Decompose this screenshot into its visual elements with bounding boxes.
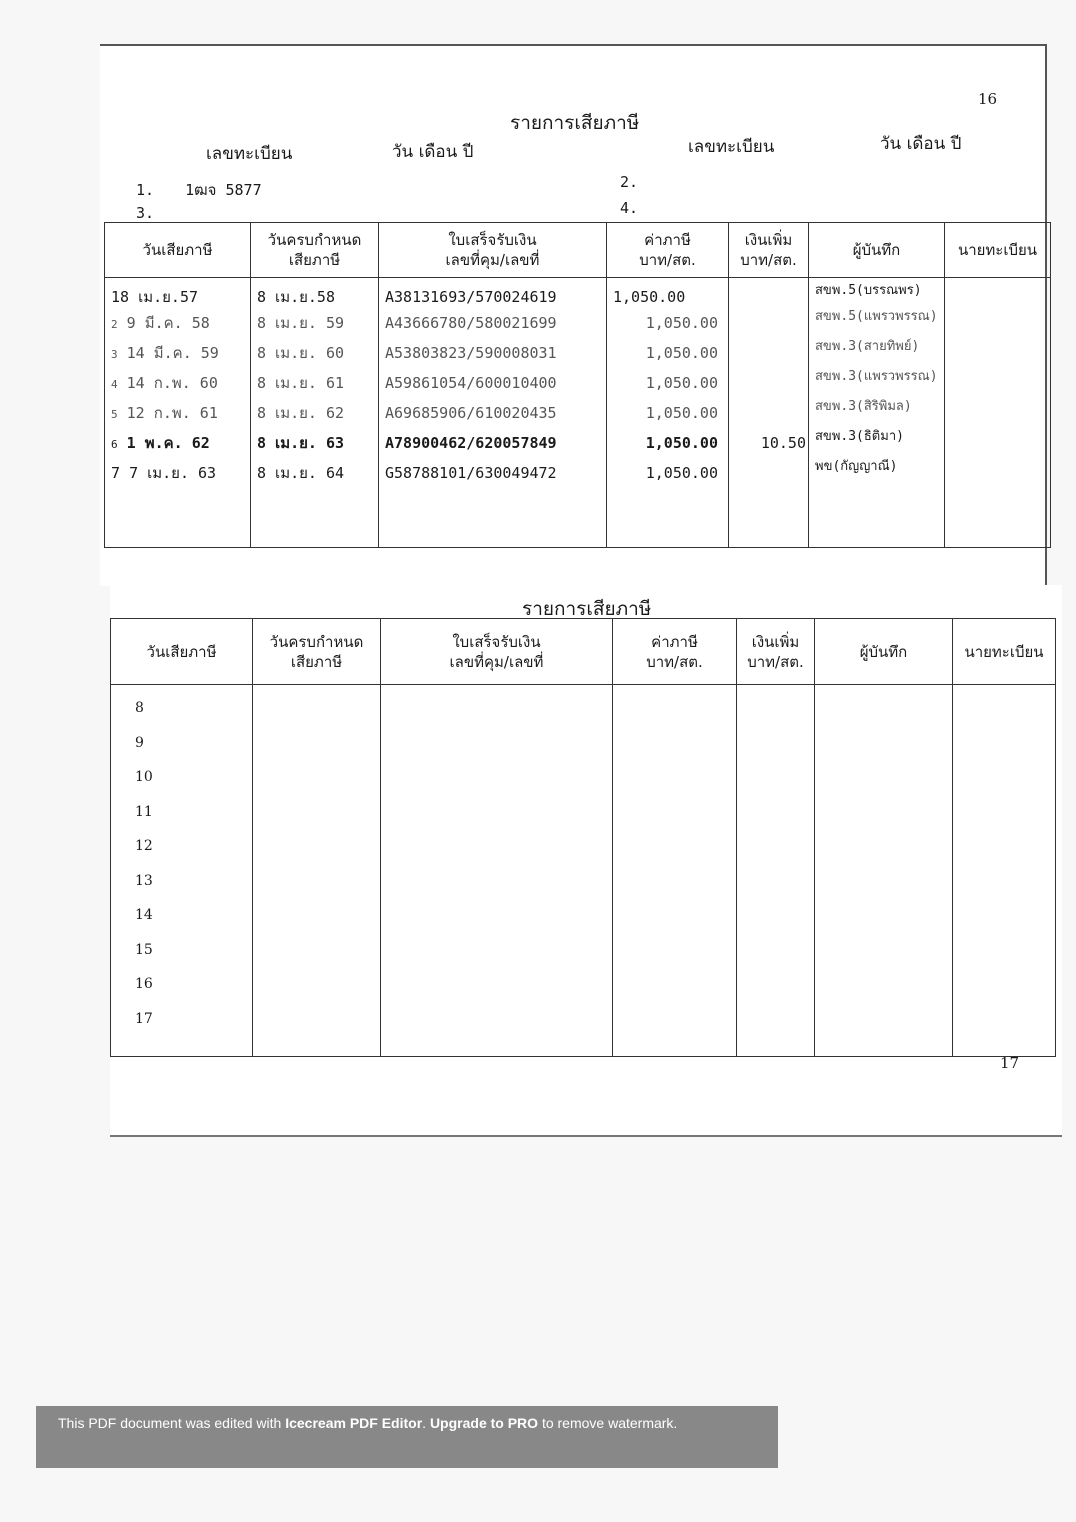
- watermark-suffix: to remove watermark.: [538, 1415, 678, 1431]
- header-tax-date: วันเสียภาษี: [111, 619, 253, 685]
- row-number: 8: [135, 700, 144, 716]
- column-tax-date: [105, 278, 251, 548]
- watermark-middle: .: [422, 1415, 430, 1431]
- table-cell: A43666780/580021699: [385, 314, 557, 332]
- column-recorder: [815, 685, 953, 1057]
- table-cell: 3 14 มี.ค. 59: [111, 344, 219, 362]
- date-label-1: วัน เดือน ปี: [392, 142, 474, 162]
- table-cell: 1,050.00: [613, 288, 686, 306]
- table-cell: [729, 286, 808, 308]
- table-cell: [729, 458, 808, 488]
- column-receipt: [379, 278, 607, 548]
- column-due-date: [251, 278, 379, 548]
- row-number: 10: [135, 769, 153, 785]
- table-cell: [729, 398, 808, 428]
- column-registrar: [945, 278, 1051, 548]
- page-number-17: 17: [1000, 1054, 1020, 1072]
- registration-plate: 1ฒจ 5877: [185, 181, 262, 199]
- table-cell: 1,050.00: [645, 434, 718, 452]
- header-tax-amount: ค่าภาษี บาท/สต.: [607, 223, 729, 278]
- table-cell: 1,050.00: [645, 464, 718, 482]
- table-cell: 2 9 มี.ค. 58: [111, 314, 210, 332]
- table-cell: สขพ.3(สิริพิมล): [815, 399, 912, 414]
- table-cell: 8 เม.ย. 64: [257, 464, 345, 482]
- table-cell: สขพ.3(สายทิพย์): [815, 339, 920, 354]
- watermark-product: Icecream PDF Editor: [285, 1415, 423, 1431]
- table-cell: 8 เม.ย. 61: [257, 374, 345, 392]
- watermark-upgrade-link[interactable]: Upgrade to PRO: [429, 1415, 539, 1431]
- table-cell: 1,050.00: [645, 374, 718, 392]
- column-tax-date: [111, 685, 253, 1057]
- watermark-banner: [36, 1406, 778, 1468]
- table-cell: [729, 308, 808, 338]
- header-receipt: ใบเสร็จรับเงิน เลขที่คุม/เลขที่: [379, 223, 607, 278]
- table-cell: 10.50: [760, 434, 806, 452]
- table-cell: 1,050.00: [645, 404, 718, 422]
- watermark-prefix: This PDF document was edited with: [58, 1415, 286, 1431]
- row-number: 17: [135, 1010, 153, 1027]
- table-cell: สขพ.5(บรรณพร): [815, 283, 922, 298]
- column-recorder: [809, 278, 945, 548]
- row-number: 11: [135, 803, 153, 820]
- header-registrar: นายทะเบียน: [945, 223, 1051, 278]
- table-cell: A69685906/610020435: [385, 404, 557, 422]
- table-cell: 6 1 พ.ค. 62: [111, 434, 210, 452]
- table-cell: สขพ.5(แพรวพรรณ): [815, 309, 938, 324]
- row-number: 9: [135, 734, 144, 751]
- table-cell: 8 เม.ย. 60: [257, 344, 345, 362]
- column-tax-amount: [613, 685, 737, 1057]
- tax-payment-table-16: [104, 222, 1051, 548]
- column-surcharge: [737, 685, 815, 1057]
- header-registrar: นายทะเบียน: [953, 619, 1056, 685]
- table-cell: 18 เม.ย.57: [111, 288, 199, 306]
- header-tax-date: วันเสียภาษี: [105, 223, 251, 278]
- table-cell: 1,050.00: [645, 314, 718, 332]
- table-cell: สขพ.3(แพรวพรรณ): [815, 369, 938, 384]
- table-cell: A78900462/620057849: [385, 434, 557, 452]
- column-tax-amount: [607, 278, 729, 548]
- table-cell: 8 เม.ย.58: [257, 288, 335, 306]
- page-16-title: รายการเสียภาษี: [510, 112, 640, 134]
- table-cell: [729, 368, 808, 398]
- header-recorder: ผู้บันทึก: [809, 223, 945, 278]
- row-number: 12: [135, 838, 153, 854]
- header-due-date: วันครบกำหนด เสียภาษี: [251, 223, 379, 278]
- registration-no: 1.: [136, 181, 155, 199]
- registration-row-2: [620, 173, 638, 191]
- column-surcharge: [729, 278, 809, 548]
- row-number: 15: [135, 941, 153, 958]
- row-number: 13: [135, 872, 153, 889]
- table-cell: [729, 338, 808, 368]
- table-cell: 8 เม.ย. 59: [257, 314, 345, 332]
- registration-no: 2.: [620, 173, 639, 191]
- registration-no: 4.: [620, 199, 639, 217]
- row-number: 16: [135, 976, 153, 992]
- table-cell: 5 12 ก.พ. 61: [111, 404, 218, 422]
- table-cell: G58788101/630049472: [385, 464, 557, 482]
- column-registrar: [953, 685, 1056, 1057]
- table-cell: A53803823/590008031: [385, 344, 557, 362]
- table-cell: 4 14 ก.พ. 60: [111, 374, 218, 392]
- header-surcharge: เงินเพิ่ม บาท/สต.: [737, 619, 815, 685]
- header-receipt: ใบเสร็จรับเงิน เลขที่คุม/เลขที่: [381, 619, 613, 685]
- table-cell: 8 เม.ย. 62: [257, 404, 345, 422]
- registration-label-1: เลขทะเบียน: [206, 144, 293, 164]
- page-17-title: รายการเสียภาษี: [522, 598, 652, 620]
- registration-no: 3.: [136, 204, 155, 222]
- table-cell: A59861054/600010400: [385, 374, 557, 392]
- table-body-17: [111, 685, 1056, 1057]
- table-cell: 8 เม.ย. 63: [257, 434, 345, 452]
- date-label-2: วัน เดือน ปี: [880, 134, 962, 154]
- table-cell: 1,050.00: [645, 344, 718, 362]
- table-body-16: [105, 278, 1051, 548]
- tax-payment-table-17: [110, 618, 1056, 1057]
- registration-label-2: เลขทะเบียน: [688, 137, 775, 157]
- column-receipt: [381, 685, 613, 1057]
- table-cell: สขพ.3(ธิติมา): [815, 429, 904, 444]
- table-cell: พข(กัญญาณี): [815, 459, 898, 474]
- page-number-16: 16: [978, 90, 998, 108]
- table-cell: 7 7 เม.ย. 63: [111, 464, 217, 482]
- header-surcharge: เงินเพิ่ม บาท/สต.: [729, 223, 809, 278]
- header-recorder: ผู้บันทึก: [815, 619, 953, 685]
- row-number: 14: [135, 907, 153, 923]
- registration-row-4: [620, 199, 638, 217]
- column-due-date: [253, 685, 381, 1057]
- registration-row-3: [136, 204, 154, 222]
- header-due-date: วันครบกำหนด เสียภาษี: [253, 619, 381, 685]
- registration-row-1: [136, 178, 262, 202]
- table-cell: A38131693/570024619: [385, 288, 557, 306]
- header-tax-amount: ค่าภาษี บาท/สต.: [613, 619, 737, 685]
